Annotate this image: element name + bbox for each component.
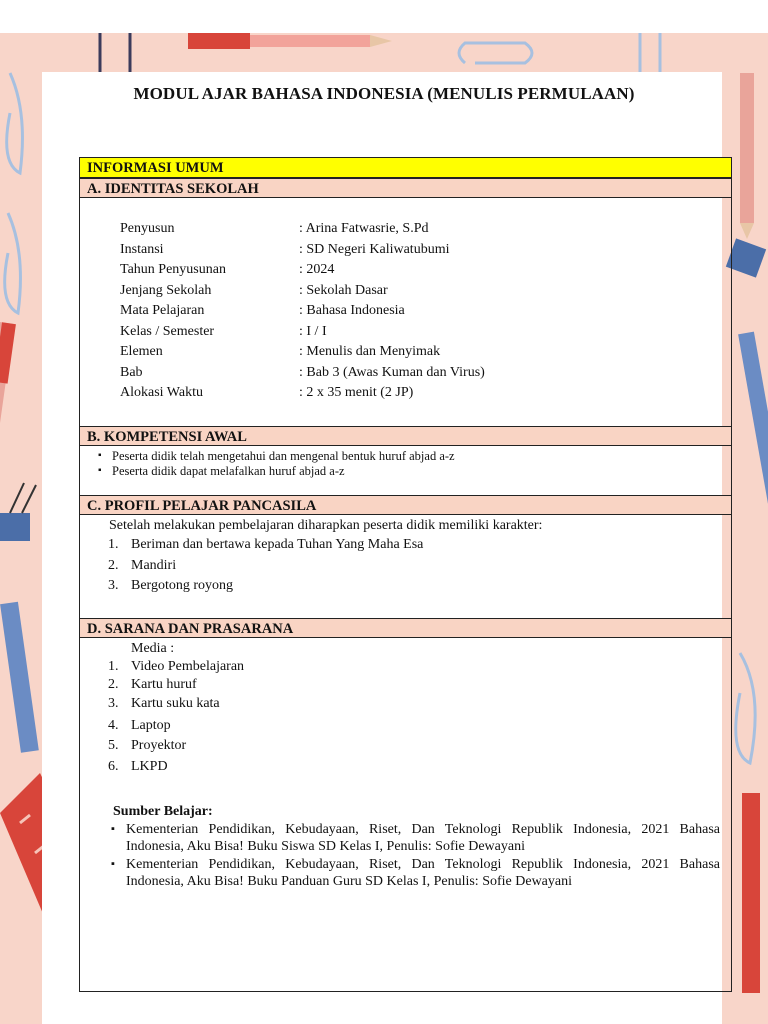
pencil-icon xyxy=(0,602,39,753)
pencil-icon xyxy=(0,322,16,472)
section-header-kompetensi: B. KOMPETENSI AWAL xyxy=(80,426,731,446)
media-label: Media : xyxy=(131,641,175,656)
pencil-icon xyxy=(738,332,768,522)
source-item: ▪ Kementerian Pendidikan, Kebudayaan, Riset, Dan Teknologi Republik Indonesia, 2021 Bahasa Indonesia, Aku Bisa! Buku Siswa SD Kelas I, Penulis: Sofie Dewayani xyxy=(126,821,720,855)
section-header-profil: C. PROFIL PELAJAR PANCASILA xyxy=(80,495,731,515)
pencil-icon xyxy=(188,33,392,49)
list-item: ▪ Peserta didik telah mengetahui dan mengenal bentuk huruf abjad a-z xyxy=(112,449,455,463)
pencil-icon xyxy=(742,793,760,993)
section-header-informasi-umum: INFORMASI UMUM xyxy=(80,158,731,178)
document-title: MODUL AJAR BAHASA INDONESIA (MENULIS PERMULAAN) xyxy=(133,84,635,103)
module-table: INFORMASI UMUM A. IDENTITAS SEKOLAH Penyusun : Arina Fatwasrie, S.Pd Instansi : SD Negeri Kaliwatubumi Tahun Penyusunan : 2024 Jenjang Sekolah : Sekolah Dasar Mata Pelajaran : Bahasa Indonesia Kelas / Semester : I / I Elemen : Menulis dan Menyimak Bab : Bab 3 (Awas Kuman dan Virus) Alokasi Waktu : 2 x 35 menit (2 JP) B. KOMPETENSI AWAL ▪ Peserta didik telah mengetahui dan mengenal bentuk huruf abjad a-z ▪ Peserta didik dapat melafalkan huruf abjad a-z C. PROFIL PELAJAR PANCASILA Setelah melakukan pembelajaran diharapkan peserta didik memiliki karakter: 1. Beriman dan bertawa kepada Tuhan Yang Maha Esa 2. Mandiri 3. Bergotong royong D. SARANA DAN PRASARANA Media : 1. Video Pembelajaran 2. Kartu huruf 3. Kartu suku kata 4. Laptop 5. Proyektor 6. LKPD Sumber Belajar: ▪ Kementerian Pendidikan, Kebudayaan, Riset, Dan Teknologi Republik Indonesia, 2021 Bahasa Indonesia, Aku Bisa! Buku Siswa SD Kelas I, Penulis: Sofie Dewayani ▪ Kementerian Pendidikan, Kebudayaan, Riset, Dan Teknologi Republik Indonesia, 2021 Bahasa Indonesia, Aku Bisa! Buku Panduan Guru SD Kelas I, Penulis: Sofie Dewayani xyxy=(79,157,732,992)
section-header-identitas: A. IDENTITAS SEKOLAH xyxy=(80,178,731,198)
list-item: ▪ Peserta didik dapat melafalkan huruf abjad a-z xyxy=(112,464,345,478)
profil-intro: Setelah melakukan pembelajaran diharapkan peserta didik memiliki karakter: xyxy=(109,518,543,533)
source-item: ▪ Kementerian Pendidikan, Kebudayaan, Riset, Dan Teknologi Republik Indonesia, 2021 Bahasa Indonesia, Aku Bisa! Buku Panduan Guru SD Kelas I, Penulis: Sofie Dewayani xyxy=(126,856,720,890)
section-header-sarana: D. SARANA DAN PRASARANA xyxy=(80,618,731,638)
sumber-belajar-label: Sumber Belajar: xyxy=(113,804,213,819)
binder-clip-icon xyxy=(0,483,36,541)
